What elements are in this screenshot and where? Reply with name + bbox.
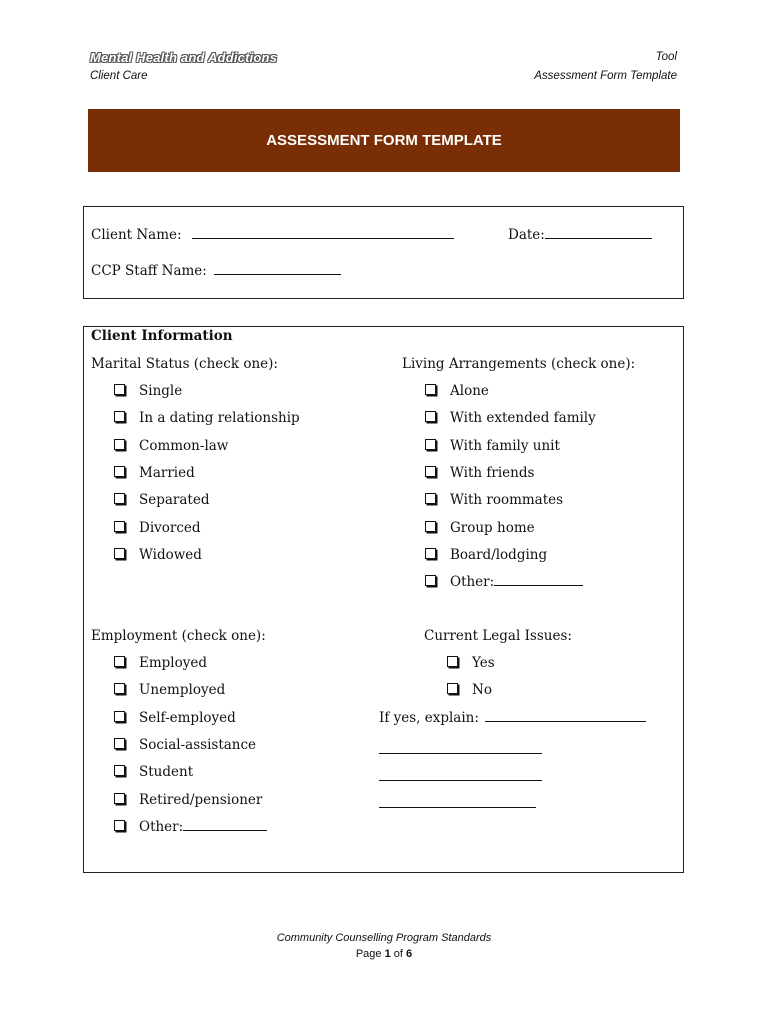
living-option-row [425,491,563,509]
page-current: 1 [384,948,391,960]
checkbox-icon[interactable] [114,439,125,450]
section-name: Client Care [90,70,148,82]
living-option-label: Other: [450,574,495,590]
checkbox-icon[interactable] [425,411,436,422]
employment-option-label: Retired/pensioner [139,792,263,808]
employment-option-row [114,709,236,727]
employment-option-row [114,654,207,672]
checkbox-icon[interactable] [114,683,125,694]
checkbox-icon[interactable] [114,384,125,395]
marital-status-label: Marital Status (check one): [91,356,278,372]
employment-option-row [114,736,256,754]
employment-option-label: Social-assistance [139,737,257,753]
legal-explain-line-4[interactable] [379,795,536,808]
living-option-label: With family unit [450,438,560,454]
employment-option-row [114,791,262,809]
checkbox-icon[interactable] [114,548,125,559]
running-header-left [90,48,277,86]
marital-option-label: Single [139,383,183,399]
marital-option-label: Divorced [139,520,201,536]
living-option-label: Board/lodging [450,547,548,563]
checkbox-icon[interactable] [425,493,436,504]
legal-explain-line-3[interactable] [379,768,542,781]
marital-option-label: Common-law [139,438,229,454]
employment-option-label: Self-employed [139,710,236,726]
marital-option-label: Widowed [139,547,202,563]
legal-explain-line-2[interactable] [379,741,542,754]
document-name: Assessment Form Template [534,70,677,82]
checkbox-icon[interactable] [114,711,125,722]
marital-option-row [114,491,210,509]
living-option-row [425,546,547,564]
of-word: of [393,948,403,960]
staff-name-row [91,262,341,280]
marital-option-row [114,546,202,564]
staff-name-label: CCP Staff Name: [91,263,207,279]
marital-option-row [114,464,195,482]
date-field[interactable] [545,226,652,239]
running-header-right [534,48,677,86]
marital-option-row [114,519,201,537]
employment-label: Employment (check one): [91,628,266,644]
living-option-row [425,464,534,482]
checkbox-icon[interactable] [114,521,125,532]
marital-option-label: In a dating relationship [139,410,300,426]
checkbox-icon[interactable] [114,820,125,831]
checkbox-icon[interactable] [447,683,458,694]
living-option-row [425,409,596,427]
client-information-heading: Client Information [91,328,233,344]
employment-option-row [114,681,225,699]
living-arrangements-label: Living Arrangements (check one): [402,356,636,372]
employment-option-label: Unemployed [139,682,226,698]
client-information-box [83,326,684,873]
checkbox-icon[interactable] [425,548,436,559]
legal-explain-field[interactable] [485,709,646,722]
legal-option-label: Yes [472,655,495,671]
marital-option-row [114,437,228,455]
living-option-label: Group home [450,520,535,536]
page-number [0,948,768,960]
employment-option-row [114,818,267,836]
title-banner [88,109,680,172]
checkbox-icon[interactable] [425,466,436,477]
organization-name: Mental Health and Addictions [90,50,278,65]
date-label: Date: [508,227,545,243]
living-option-row [425,437,560,455]
checkbox-icon[interactable] [114,656,125,667]
employment-option-row [114,763,193,781]
checkbox-icon[interactable] [114,411,125,422]
document-type: Tool [655,51,677,63]
staff-name-field[interactable] [214,262,341,275]
checkbox-icon[interactable] [425,384,436,395]
page-word: Page [355,948,382,960]
checkbox-icon[interactable] [425,575,436,586]
marital-option-row [114,409,300,427]
checkbox-icon[interactable] [114,466,125,477]
marital-option-row [114,382,182,400]
marital-option-label: Married [139,465,195,481]
legal-explain-label: If yes, explain: [379,710,479,726]
date-row [508,226,652,244]
living-option-label: Alone [450,383,489,399]
employment-option-label: Student [139,764,194,780]
living-option-row [425,519,535,537]
checkbox-icon[interactable] [114,765,125,776]
checkbox-icon[interactable] [425,439,436,450]
client-name-label: Client Name: [91,227,182,243]
page-title: ASSESSMENT FORM TEMPLATE [266,132,502,149]
other-specify-field[interactable] [494,573,583,586]
checkbox-icon[interactable] [447,656,458,667]
checkbox-icon[interactable] [114,738,125,749]
footer-title: Community Counselling Program Standards [276,932,492,944]
employment-option-label: Other: [139,819,184,835]
page-total: 6 [406,948,413,960]
living-option-label: With roommates [450,492,564,508]
client-name-field[interactable] [192,226,454,239]
legal-explain-row [379,709,646,727]
legal-option-label: No [472,682,492,698]
checkbox-icon[interactable] [114,493,125,504]
living-option-row [425,573,583,591]
other-specify-field[interactable] [183,818,267,831]
marital-option-label: Separated [139,492,210,508]
living-option-label: With extended family [450,410,596,426]
legal-option-row [447,654,495,672]
legal-issues-label: Current Legal Issues: [424,628,572,644]
living-option-row [425,382,489,400]
legal-option-row [447,681,492,699]
client-name-row [91,226,454,244]
living-option-label: With friends [450,465,535,481]
employment-option-label: Employed [139,655,208,671]
checkbox-icon[interactable] [114,793,125,804]
client-details-box [83,206,684,299]
checkbox-icon[interactable] [425,521,436,532]
